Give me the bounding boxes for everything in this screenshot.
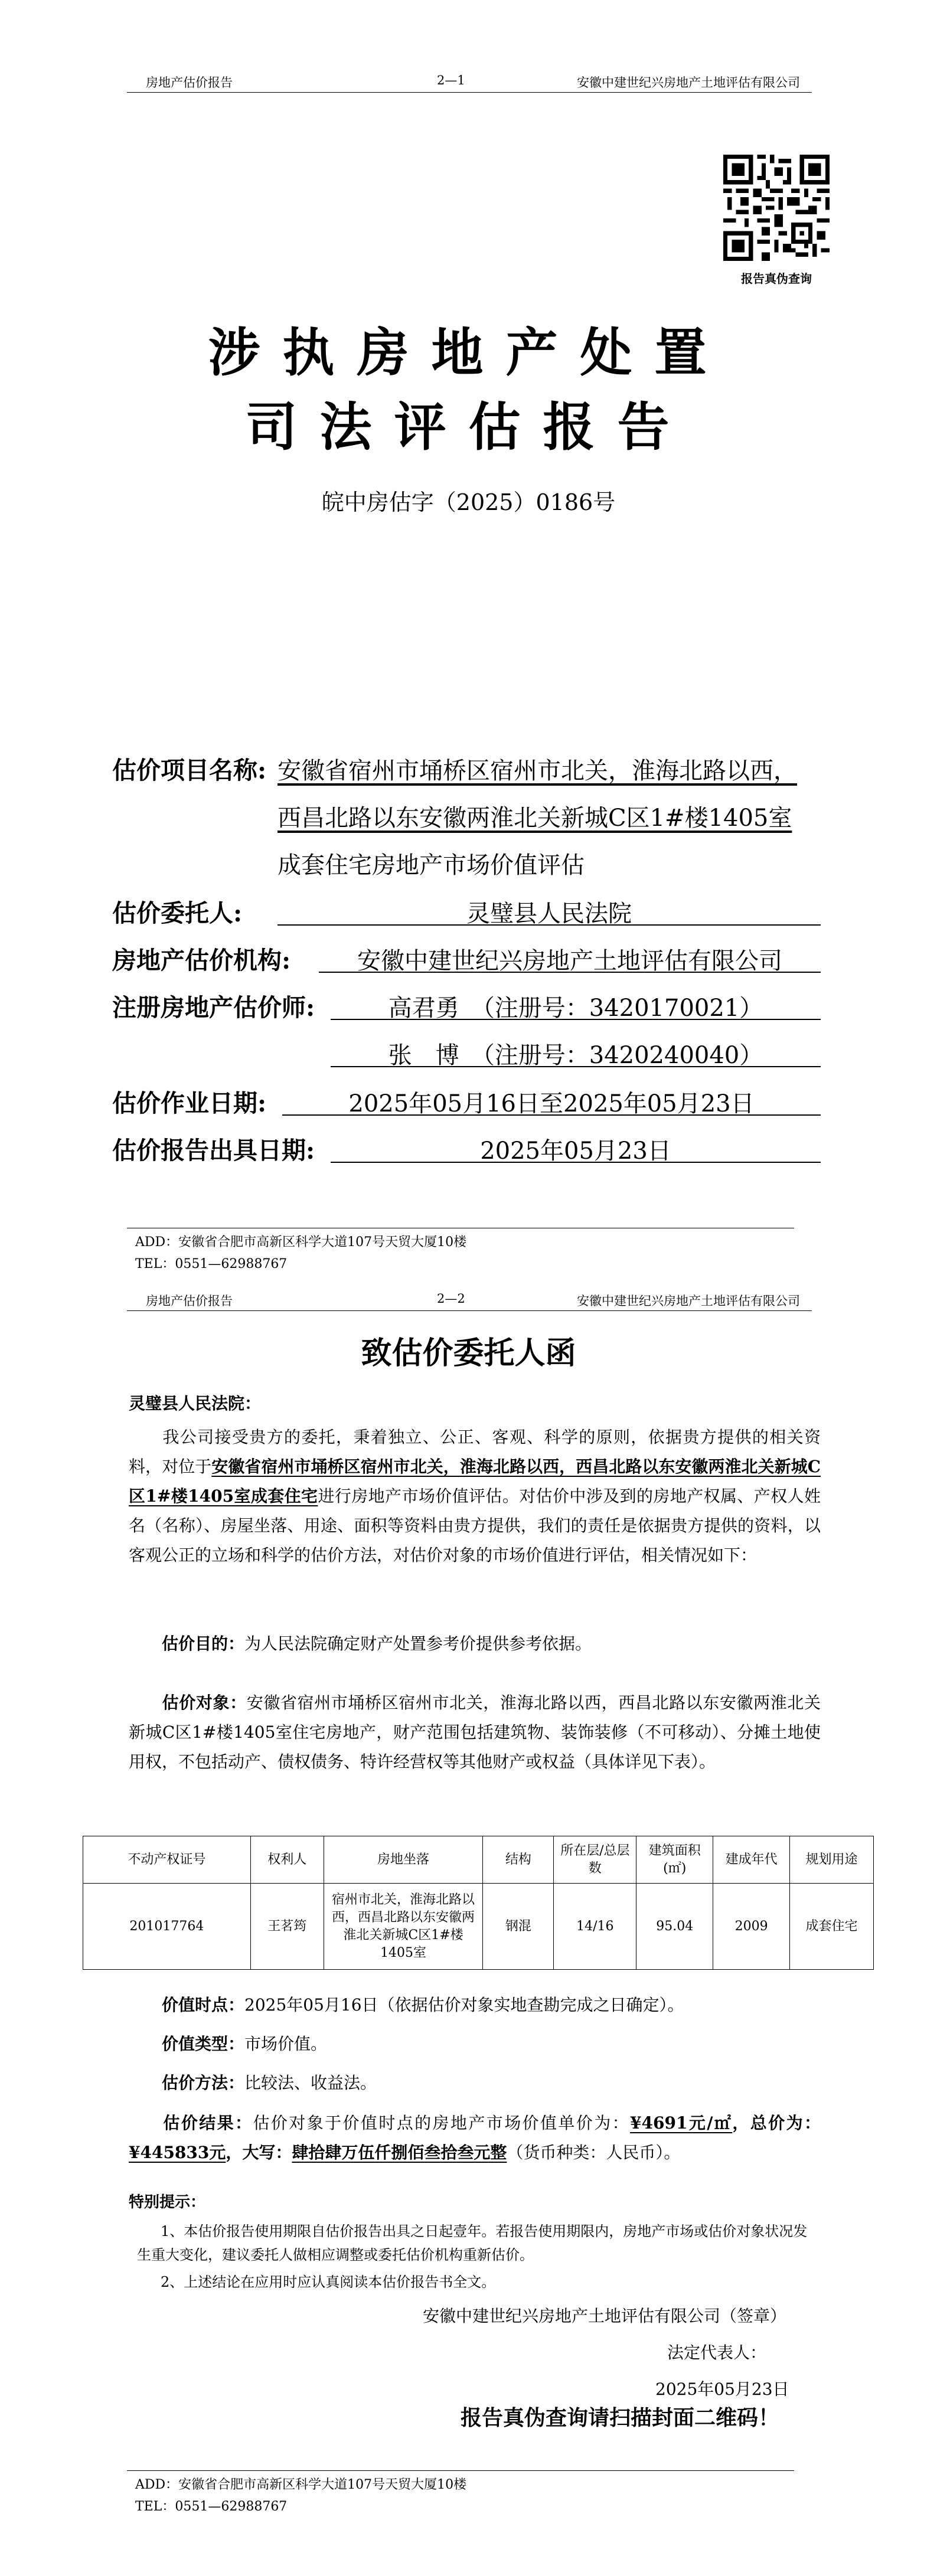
cell-area: 95.04: [636, 1884, 713, 1970]
value-time-paragraph: [129, 1990, 821, 2020]
total-price: ¥445833元: [129, 2143, 226, 2162]
header-company: 安徽中建世纪兴房地产土地评估有限公司: [577, 1294, 800, 1308]
currency-note: （货币种类：人民币）。: [507, 2143, 681, 2162]
value-type-text: 市场价值。: [244, 2034, 328, 2054]
col-location: 房地坐落: [324, 1836, 483, 1884]
issue-date-label: 估价报告出具日期:: [112, 1136, 315, 1165]
page-header: [127, 1292, 812, 1311]
col-owner: 权利人: [250, 1836, 324, 1884]
work-date-label: 估价作业日期:: [112, 1089, 267, 1117]
legal-representative: 法定代表人：: [667, 2343, 767, 2362]
value-time-text: 2025年05月16日（依据估价对象实地查勘完成之日确定）。: [244, 1995, 684, 2015]
result-label: 估价结果：: [162, 2113, 253, 2133]
letter-page: [0, 1287, 937, 2576]
header-left: 房地产估价报告: [146, 1294, 233, 1308]
intro-text-c: 进行房地产市场价值评估。对估价中涉及到的房地产权属、产权人姓名（名称）、房屋坐落、用途、面积等资料由贵方提供，我们的责任是依据贵方提供的资料，以客观公正的立场和科学的估价方法，对估价对象的市场价值进行评估，相关情况如下：: [129, 1486, 821, 1565]
letter-title: 致估价委托人函: [361, 1335, 576, 1371]
cell-floor: 14/16: [554, 1884, 636, 1970]
page-footer: [127, 1228, 794, 1272]
cell-cert-no: 201017764: [83, 1884, 251, 1970]
tip-2: 2、上述结论在应用时应认真阅读本估价报告书全文。: [161, 2274, 496, 2290]
project-line-1: 安徽省宿州市埇桥区宿州市北关，淮海北路以西，: [277, 757, 797, 784]
client-label: 估价委托人:: [112, 899, 243, 927]
method-label: 估价方法：: [162, 2073, 245, 2093]
page-footer: [127, 2470, 794, 2515]
issue-date-value: 2025年05月23日: [480, 1137, 671, 1165]
report-title-line-2: 司法评估报告: [245, 396, 692, 457]
value-type-paragraph: [129, 2029, 821, 2059]
qr-caption: 报告真伪查询: [741, 272, 812, 286]
letter-intro: [129, 1423, 821, 1570]
result-text-a: 估价对象于价值时点的房地产市场价值单价为：: [253, 2113, 631, 2133]
object-text: 安徽省宿州市埇桥区宿州市北关，淮海北路以西，西昌北路以东安徽两淮北关新城C区1#楼1405室住宅房地产，财产范围包括建筑物、装饰装修（不可移动）、分摊土地使用权，不包括动产、债权债务、特许经营权等其他财产或权益（具体详见下表）。: [129, 1693, 821, 1771]
purpose-label: 估价目的：: [162, 1634, 245, 1653]
header-page-number: 2—2: [437, 1292, 465, 1306]
tip-1: 1、本估价报告使用期限自估价报告出具之日起壹年。若报告使用期限内，房地产市场或估价对象状况发生重大变化，建议委托人做相应调整或委托估价机构重新估价。: [137, 2223, 808, 2263]
purpose-paragraph: [129, 1629, 821, 1659]
cell-structure: 钢混: [483, 1884, 554, 1970]
footer-tel: TEL：0551—62988767: [135, 2499, 288, 2514]
object-label: 估价对象：: [162, 1693, 247, 1712]
work-date-value: 2025年05月16日至2025年05月23日: [348, 1090, 755, 1117]
purpose-text: 为人民法院确定财产处置参考价提供参考依据。: [244, 1634, 592, 1653]
object-paragraph: [129, 1688, 821, 1777]
cover-page: [0, 0, 937, 1287]
property-table: [83, 1836, 874, 1970]
col-year: 建成年代: [713, 1836, 790, 1884]
appraiser-label: 注册房地产估价师:: [112, 993, 315, 1022]
header-company: 安徽中建世纪兴房地产土地评估有限公司: [577, 76, 800, 90]
report-title-line-1: 涉执房地产处置: [208, 322, 729, 383]
letter-salutation: 灵璧县人民法院：: [129, 1394, 262, 1413]
intro-address: 安徽省宿州市埇桥区宿州市北关，淮海北路以西，西昌北路以东安徽两淮北关新城C区1#楼1405室成套住宅: [129, 1457, 821, 1506]
intro-text-a: 我公司接受贵方的委托，秉着独立、公正、客观、科学的原则，依据贵方提供的相关资料，对位于: [129, 1427, 821, 1476]
value-time-label: 价值时点：: [162, 1995, 245, 2015]
agency-label: 房地产估价机构:: [112, 946, 291, 975]
verify-note: 报告真伪查询请扫描封面二维码！: [461, 2405, 780, 2430]
cell-use: 成套住宅: [790, 1884, 874, 1970]
agency-value: 安徽中建世纪兴房地产土地评估有限公司: [357, 947, 782, 975]
result-text-c: ，大写：: [226, 2143, 292, 2162]
signature-date: 2025年05月23日: [655, 2379, 789, 2399]
report-number: 皖中房估字（2025）0186号: [321, 489, 616, 515]
col-area: 建筑面积(㎡): [636, 1836, 713, 1884]
total-price-upper: 肆拾肆万伍仟捌佰叁拾叁元整: [292, 2143, 507, 2162]
project-line-3: 成套住宅房地产市场价值评估: [277, 852, 585, 879]
unit-price: ¥4691元/㎡: [630, 2113, 733, 2133]
col-use: 规划用途: [790, 1836, 874, 1884]
col-floor: 所在层/总层数: [554, 1836, 636, 1884]
tips-title: 特别提示：: [129, 2193, 206, 2211]
result-paragraph: [129, 2108, 821, 2168]
header-page-number: 2—1: [437, 73, 465, 87]
header-left: 房地产估价报告: [146, 76, 233, 90]
qr-code[interactable]: [723, 155, 830, 261]
page-header: [127, 73, 812, 93]
cell-year: 2009: [713, 1884, 790, 1970]
project-label: 估价项目名称:: [112, 756, 267, 784]
appraiser-2: 张 博 （注册号：3420240040）: [388, 1042, 763, 1069]
value-type-label: 价值类型：: [162, 2034, 245, 2054]
client-value: 灵璧县人民法院: [466, 900, 632, 927]
table-header-row: [83, 1836, 874, 1884]
footer-address: ADD：安徽省合肥市高新区科学大道107号天贸大厦10楼: [135, 1235, 467, 1250]
cell-location: 宿州市北关，淮海北路以西，西昌北路以东安徽两淮北关新城C区1#楼1405室: [324, 1884, 483, 1970]
footer-tel: TEL：0551—62988767: [135, 1257, 288, 1271]
signature-company: 安徽中建世纪兴房地产土地评估有限公司（签章）: [423, 2306, 787, 2326]
footer-rule: [127, 2470, 794, 2471]
cell-owner: 王茗筠: [250, 1884, 324, 1970]
method-text: 比较法、收益法。: [244, 2073, 377, 2093]
table-row: [83, 1884, 874, 1970]
col-cert-no: 不动产权证号: [83, 1836, 251, 1884]
method-paragraph: [129, 2068, 821, 2098]
project-line-2: 西昌北路以东安徽两淮北关新城C区1#楼1405室: [277, 805, 792, 832]
appraiser-1: 高君勇 （注册号：3420170021）: [388, 995, 763, 1022]
result-text-b: ，总价为：: [732, 2113, 821, 2133]
col-structure: 结构: [483, 1836, 554, 1884]
footer-address: ADD：安徽省合肥市高新区科学大道107号天贸大厦10楼: [135, 2477, 467, 2492]
